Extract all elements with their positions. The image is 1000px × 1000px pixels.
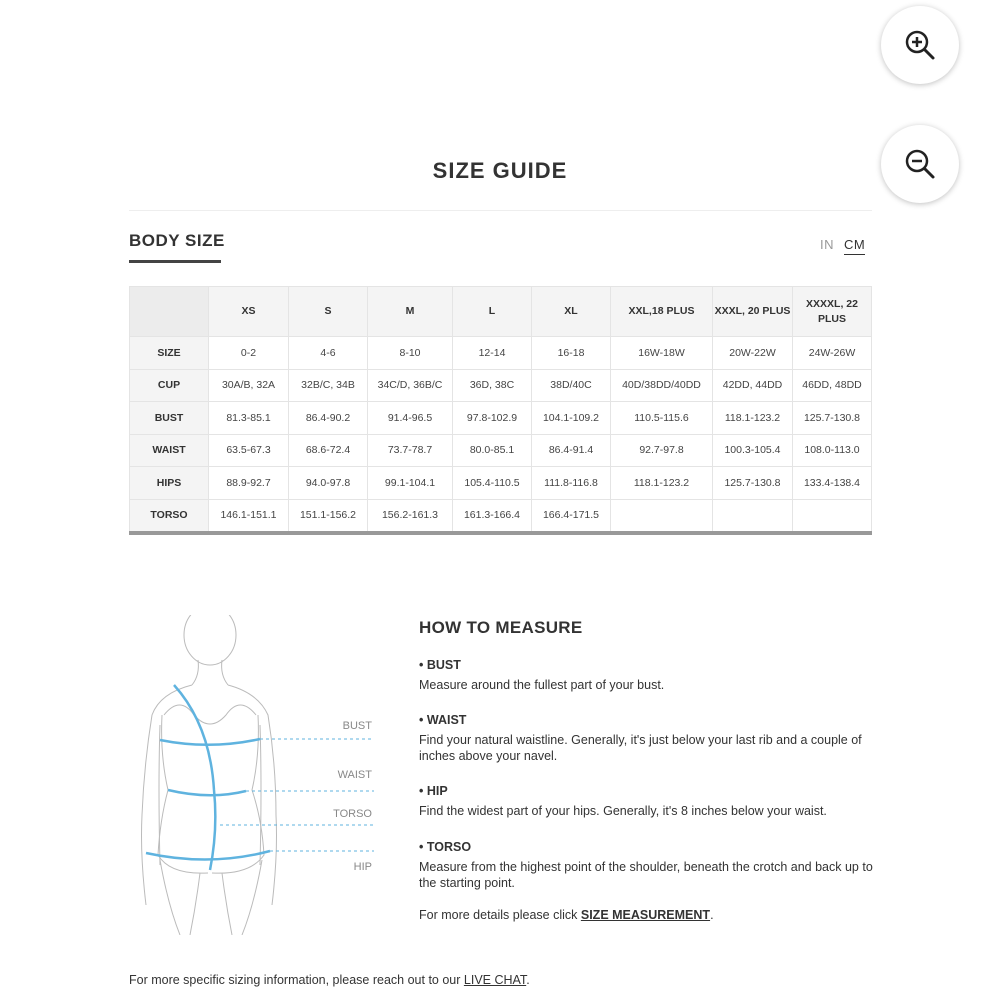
- measure-heading: • HIP: [419, 784, 448, 798]
- table-cell: 73.7-78.7: [368, 434, 453, 467]
- row-header: BUST: [130, 402, 209, 435]
- figure-label-hip: HIP: [353, 861, 372, 873]
- table-cell: 156.2-161.3: [368, 499, 453, 533]
- table-cell: 4-6: [289, 337, 368, 370]
- table-cell: 100.3-105.4: [713, 434, 793, 467]
- more-details-prefix: For more details please click: [419, 908, 581, 922]
- table-cell: 20W-22W: [713, 337, 793, 370]
- table-cell: 30A/B, 32A: [209, 369, 289, 402]
- measure-torso-block: [419, 839, 879, 891]
- table-cell: 110.5-115.6: [611, 402, 713, 435]
- table-cell: 8-10: [368, 337, 453, 370]
- table-cell: 38D/40C: [532, 369, 611, 402]
- table-cell: 16W-18W: [611, 337, 713, 370]
- row-header: CUP: [130, 369, 209, 402]
- table-cell: 97.8-102.9: [453, 402, 532, 435]
- table-cell: 86.4-91.4: [532, 434, 611, 467]
- table-cell: 125.7-130.8: [793, 402, 872, 435]
- zoom-in-button[interactable]: [881, 6, 959, 84]
- figure-label-waist: WAIST: [337, 769, 372, 781]
- section-title: BODY SIZE: [129, 231, 225, 250]
- table-cell: 12-14: [453, 337, 532, 370]
- measure-waist-block: [419, 712, 879, 764]
- table-cell: 118.1-123.2: [611, 467, 713, 500]
- table-cell: 166.4-171.5: [532, 499, 611, 533]
- table-cell: 86.4-90.2: [289, 402, 368, 435]
- table-cell: 92.7-97.8: [611, 434, 713, 467]
- table-cell: 24W-26W: [793, 337, 872, 370]
- table-cell: 16-18: [532, 337, 611, 370]
- table-cell: 63.5-67.3: [209, 434, 289, 467]
- row-header: WAIST: [130, 434, 209, 467]
- figure-label-torso: TORSO: [333, 808, 372, 820]
- table-cell: [793, 499, 872, 533]
- table-header-row: [130, 287, 872, 337]
- table-row: [130, 434, 872, 467]
- table-cell: 0-2: [209, 337, 289, 370]
- footer-text: [129, 973, 530, 987]
- measure-text: Find your natural waistline. Generally, it's just below your last rib and a couple of inches above your navel.: [419, 733, 862, 763]
- figure-label-bust: BUST: [342, 720, 372, 732]
- table-cell: 111.8-116.8: [532, 467, 611, 500]
- column-header: XL: [532, 287, 611, 337]
- measure-heading: • TORSO: [419, 840, 472, 854]
- measure-hip-block: [419, 783, 879, 819]
- row-header: HIPS: [130, 467, 209, 500]
- table-corner-cell: [130, 287, 209, 337]
- column-header: XXXXL, 22 PLUS: [793, 287, 872, 337]
- table-cell: [611, 499, 713, 533]
- table-cell: 108.0-113.0: [793, 434, 872, 467]
- column-header: XS: [209, 287, 289, 337]
- row-header: SIZE: [130, 337, 209, 370]
- page-title: SIZE GUIDE: [432, 158, 568, 183]
- measure-heading: • BUST: [419, 658, 461, 672]
- section-title-underline: [129, 260, 221, 263]
- unit-toggle: [820, 237, 865, 252]
- table-cell: 68.6-72.4: [289, 434, 368, 467]
- footer-suffix: .: [526, 973, 530, 987]
- table-row: [130, 499, 872, 533]
- table-cell: 105.4-110.5: [453, 467, 532, 500]
- table-cell: 32B/C, 34B: [289, 369, 368, 402]
- table-cell: 36D, 38C: [453, 369, 532, 402]
- table-row: [130, 337, 872, 370]
- divider: [129, 210, 872, 211]
- more-details-text: [419, 908, 714, 922]
- table-cell: 104.1-109.2: [532, 402, 611, 435]
- column-header: XXL,18 PLUS: [611, 287, 713, 337]
- table-cell: 146.1-151.1: [209, 499, 289, 533]
- table-row: [130, 402, 872, 435]
- measure-text: Measure around the fullest part of your bust.: [419, 678, 665, 692]
- table-cell: 118.1-123.2: [713, 402, 793, 435]
- table-cell: 34C/D, 36B/C: [368, 369, 453, 402]
- column-header: S: [289, 287, 368, 337]
- table-cell: 91.4-96.5: [368, 402, 453, 435]
- measure-text: Measure from the highest point of the shoulder, beneath the crotch and back up to the starting point.: [419, 860, 873, 890]
- table-cell: [713, 499, 793, 533]
- body-measurement-figure: [130, 615, 380, 935]
- more-details-suffix: .: [710, 908, 714, 922]
- footer-prefix: For more specific sizing information, please reach out to our: [129, 973, 464, 987]
- table-cell: 94.0-97.8: [289, 467, 368, 500]
- column-header: L: [453, 287, 532, 337]
- unit-in-toggle[interactable]: IN: [820, 237, 834, 252]
- table-cell: 133.4-138.4: [793, 467, 872, 500]
- live-chat-link[interactable]: LIVE CHAT: [463, 973, 527, 987]
- table-row: [130, 369, 872, 402]
- table-row: [130, 467, 872, 500]
- table-cell: 88.9-92.7: [209, 467, 289, 500]
- table-cell: 42DD, 44DD: [713, 369, 793, 402]
- column-header: XXXL, 20 PLUS: [713, 287, 793, 337]
- table-cell: 81.3-85.1: [209, 402, 289, 435]
- table-cell: 40D/38DD/40DD: [611, 369, 713, 402]
- how-to-measure-title: HOW TO MEASURE: [419, 618, 583, 637]
- table-cell: 46DD, 48DD: [793, 369, 872, 402]
- measure-text: Find the widest part of your hips. Generally, it's 8 inches below your waist.: [419, 804, 827, 818]
- measure-heading: • WAIST: [419, 713, 467, 727]
- unit-cm-toggle[interactable]: CM: [844, 237, 865, 255]
- size-table: [129, 286, 872, 535]
- table-cell: 151.1-156.2: [289, 499, 368, 533]
- zoom-in-icon: [902, 27, 938, 63]
- table-cell: 99.1-104.1: [368, 467, 453, 500]
- table-cell: 80.0-85.1: [453, 434, 532, 467]
- column-header: M: [368, 287, 453, 337]
- row-header: TORSO: [130, 499, 209, 533]
- table-cell: 125.7-130.8: [713, 467, 793, 500]
- measure-bust-block: [419, 657, 879, 693]
- table-cell: 161.3-166.4: [453, 499, 532, 533]
- size-measurement-link[interactable]: SIZE MEASUREMENT: [580, 908, 711, 922]
